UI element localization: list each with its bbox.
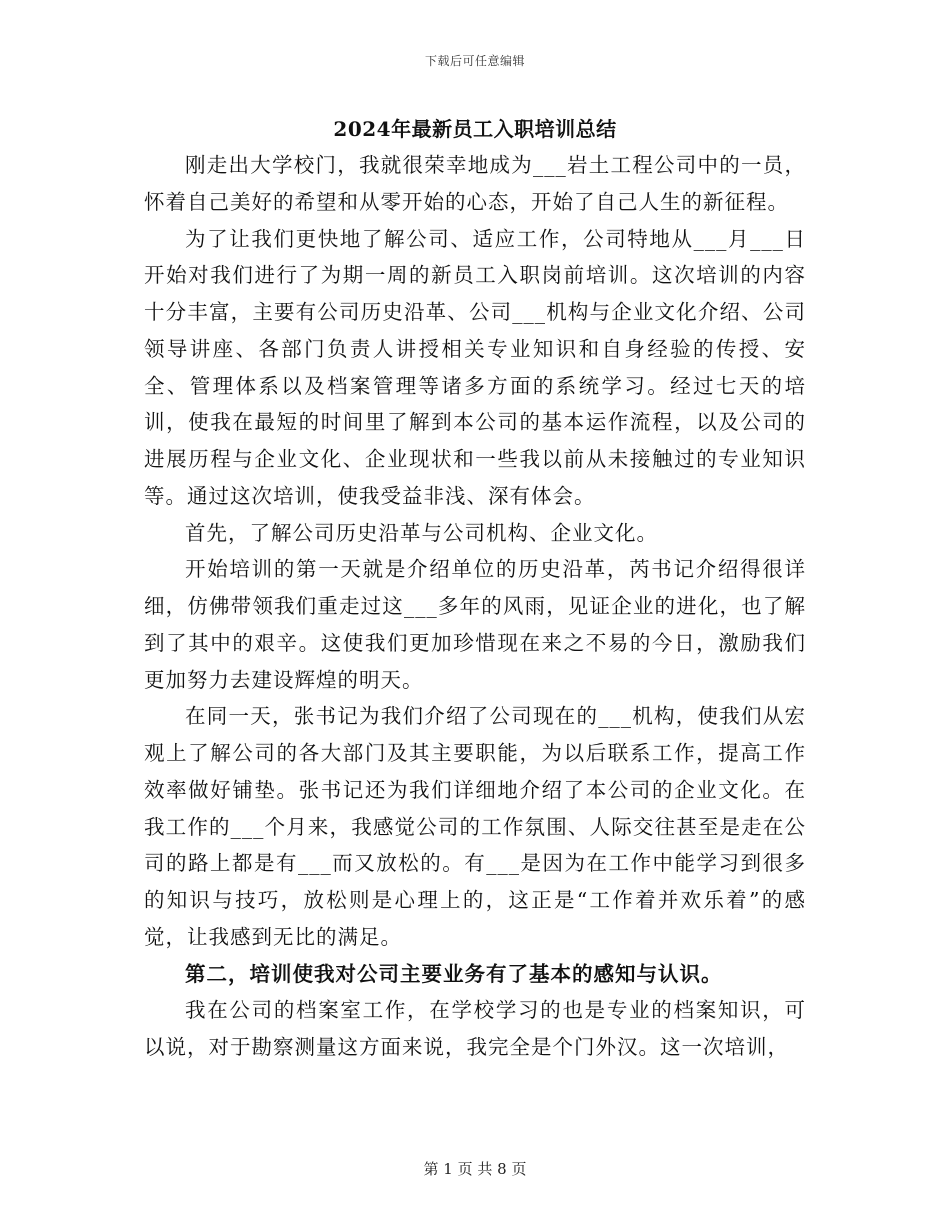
paragraph-archive-work: 我在公司的档案室工作，在学校学习的也是专业的档案知识，可以说，对于勘察测量这方面来说，我完全是个门外汉。这一次培训， — [144, 998, 806, 1059]
paragraph-intro: 刚走出大学校门，我就很荣幸地成为___岩土工程公司中的一员，怀着自己美好的希望和从零开始的心态，开始了自己人生的新征程。 — [144, 153, 806, 214]
paragraph-first-point: 首先，了解公司历史沿革与公司机构、企业文化。 — [185, 520, 658, 545]
paragraph-training-overview: 为了让我们更快地了解公司、适应工作，公司特地从___月___日开始对我们进行了为期一周的新员工入职岗前培训。这次培训的内容十分丰富，主要有公司历史沿革、公司___机构与企业文化介绍、公司领导讲座、各部门负责人讲授相关专业知识和自身经验的传授、安全、管理体系以及档案管理等诸多方面的系统学习。经过七天的培训，使我在最短的时间里了解到本公司的基本运作流程，以及公司的进展历程与企业文化、企业现状和一些我以前从未接触过的专业知识等。通过这次培训，使我受益非浅、深有体会。 — [144, 226, 806, 508]
header-note: 下载后可任意编辑 — [424, 54, 525, 68]
page-number: 第 1 页 共 8 页 — [423, 1160, 527, 1178]
document-title: 2024年最新员工入职培训总结 — [333, 117, 617, 141]
document-body — [144, 147, 806, 1066]
paragraph-second-point: 第二，培训使我对公司主要业务有了基本的感知与认识。 — [185, 961, 723, 986]
paragraph-structure-culture: 在同一天，张书记为我们介绍了公司现在的___机构，使我们从宏观上了解公司的各大部门及其主要职能，为以后联系工作，提高工作效率做好铺垫。张书记还为我们详细地介绍了本公司的企业文化。在我工作的___个月来，我感觉公司的工作氛围、人际交往甚至是走在公司的路上都是有___而又放松的。有___是因为在工作中能学习到很多的知识与技巧，放松则是心理上的，这正是“工作着并欢乐着”的感觉，让我感到无比的满足。 — [144, 704, 806, 949]
paragraph-history: 开始培训的第一天就是介绍单位的历史沿革，芮书记介绍得很详细，仿佛带领我们重走过这___多年的风雨，见证企业的进化，也了解到了其中的艰辛。这使我们更加珍惜现在来之不易的今日，激励我们更加努力去建设辉煌的明天。 — [144, 557, 806, 692]
